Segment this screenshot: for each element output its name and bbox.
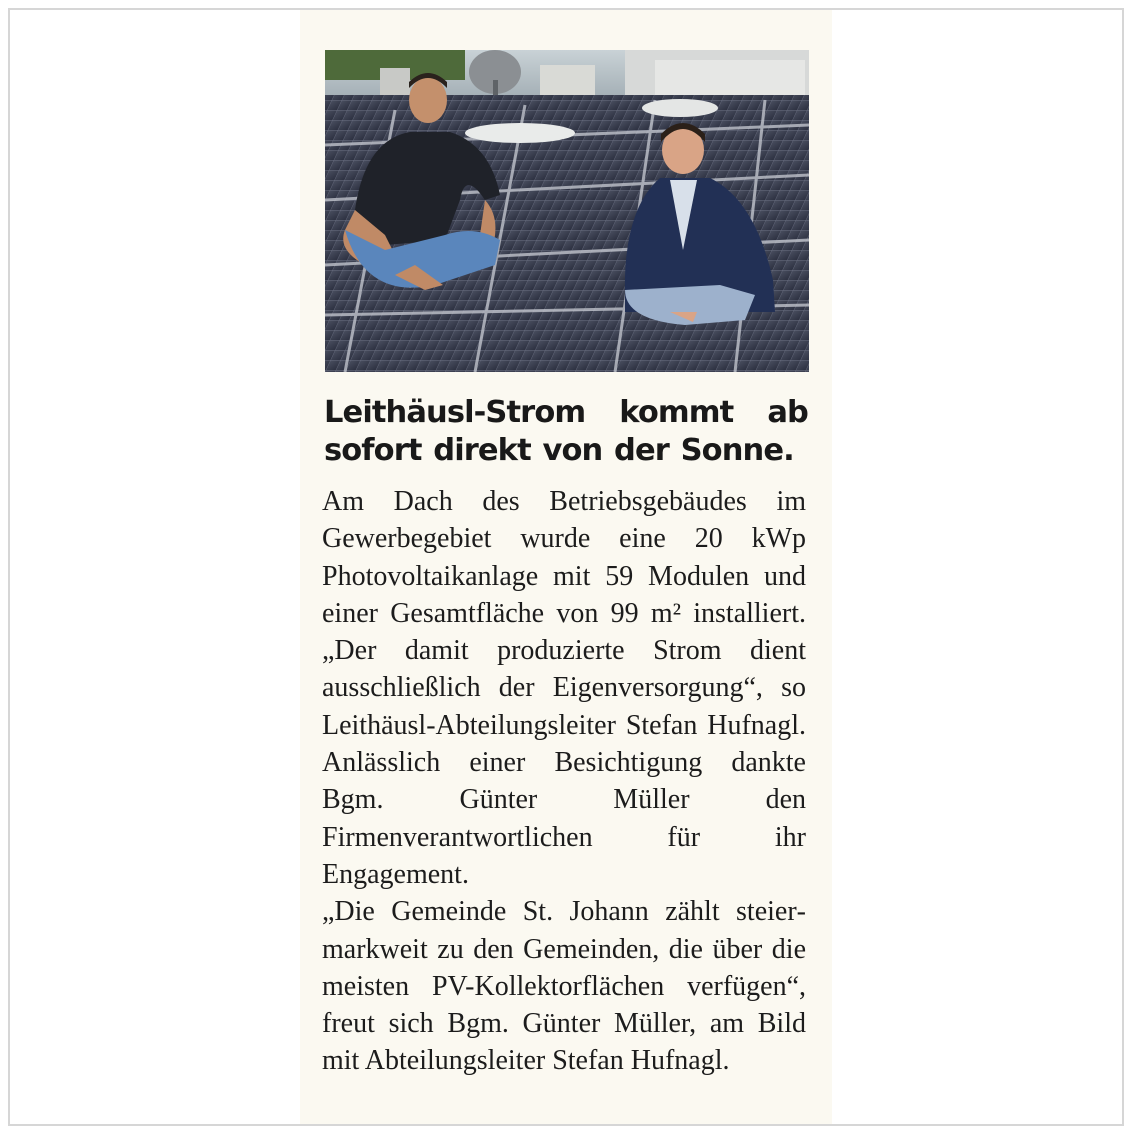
article-paragraph-1: Am Dach des Betriebsgebäudes im Gewerbegebiet wurde eine 20 kWp Photovoltaikanlage mit 59 Modulen und einer Gesamtfläche von 99 m² installiert. „Der damit produzierte Strom dient ausschließlich der Eigenversorgung“, so Leithäusl-Abteilungsleiter Stefan Hufnagl. Anlässlich einer Besichtigung dankte Bgm. Günter Müller den Firmenverantwortlichen für ihr Engagement. bbox=[322, 486, 806, 890]
article-photo bbox=[325, 50, 809, 372]
newspaper-clipping bbox=[300, 10, 832, 1124]
article-paragraph-2: „Die Gemeinde St. Johann zählt steiermarkweit zu den Gemeinden, die über die meisten PV-Kollektorflächen verfügen“, freut sich Bgm. Günter Müller, am Bild mit Abteilungsleiter Stefan Hufnagl. bbox=[322, 896, 806, 1077]
article-body bbox=[322, 483, 806, 1080]
solar-roof-photo bbox=[325, 50, 809, 372]
article-headline: Leithäusl-Strom kommt ab sofort direkt von der Sonne. bbox=[324, 395, 808, 468]
